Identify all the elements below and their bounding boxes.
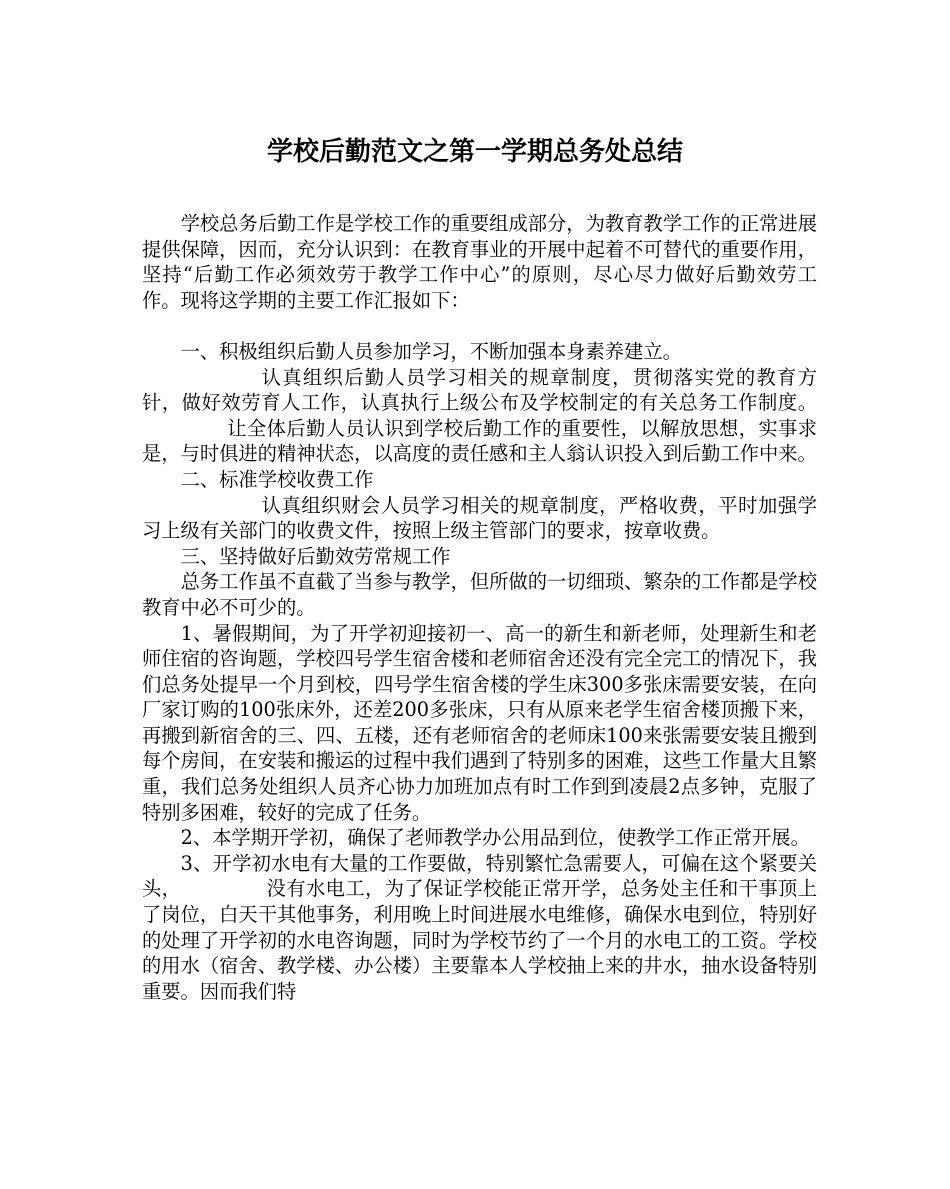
paragraph-gap [142,313,817,339]
intro-paragraph: 学校总务后勤工作是学校工作的重要组成部分，为教育教学工作的正常进展提供保障，因而，充分认识到：在教育事业的开展中起着不可替代的重要作用，坚持“后勤工作必须效劳于教学工作中心”的原则，尽心尽力做好后勤效劳工作。现将这学期的主要工作汇报如下： [142,212,817,312]
item-3-paragraph [142,851,817,1005]
section-1-text-a: 认真组织后勤人员学习相关的规章制度，贯彻落实党的教育方针，做好效劳育人工作，认真执行上级公布及学校制定的有关总务工作制度。 [142,365,817,415]
document-title: 学校后勤范文之第一学期总务处总结 [266,137,683,167]
section-2-paragraph: 认真组织财会人员学习相关的规章制度，严格收费，平时加强学习上级有关部门的收费文件，按照上级主管部门的要求，按章收费。 [142,493,817,543]
section-1-text-b: 让全体后勤人员认识到学校后勤工作的重要性，以解放思想，实事求是，与时俱进的精神状态，以高度的责任感和主人翁认识投入到后勤工作中来。 [142,416,817,466]
section-heading-2: 二、标准学校收费工作 [180,467,374,491]
item-3-text-b: 没有水电工，为了保证学校能正常开学，总务处主任和干事顶上了岗位，白天干其他事务，利用晚上时间进展水电维修，确保水电到位，特别好的处理了开学初的水电咨询题，同时为学校节约了一个月的水电工的工资。学校的用水（宿舍、教学楼、办公楼）主要靠本人学校抽上来的井水，抽水设备特别重要。因而我们特 [142,877,818,1003]
section-heading-3: 三、坚持做好后勤效劳常规工作 [180,544,451,568]
item-2-paragraph: 2、本学期开学初，确保了老师教学办公用品到位，使教学工作正常开展。 [180,826,810,850]
item-1-paragraph: 1、暑假期间，为了开学初迎接初一、高一的新生和新老师，处理新生和老师住宿的咨询题，学校四号学生宿舍楼和老师宿舍还没有完全完工的情况下，我们总务处提早一个月到校，四号学生宿舍楼的学生床300多张床需要安装，在向厂家订购的100张床外，还差200多张床，只有从原来老学生宿舍楼顶搬下来，再搬到新宿舍的三、四、五楼，还有老师宿舍的老师床100来张需要安装且搬到每个房间，在安装和搬运的过程中我们遇到了特别多的困难，这些工作量大且繁重，我们总务处组织人员齐心协力加班加点有时工作到到凌晨2点多钟，克服了特别多困难，较好的完成了任务。 [142,621,817,824]
document-body [142,211,817,1004]
section-3-intro: 总务工作虽不直截了当参与教学，但所做的一切细琐、繁杂的工作都是学校教育中必不可少的。 [142,570,817,619]
item-3-text-a: 3、开学初水电有大量的工作要做，特别繁忙急需要人，可偏在这个紧要关头， [142,851,817,901]
section-heading-1: 一、积极组织后勤人员参加学习，不断加强本身素养建立。 [180,339,682,363]
section-1-paragraph [142,365,817,467]
